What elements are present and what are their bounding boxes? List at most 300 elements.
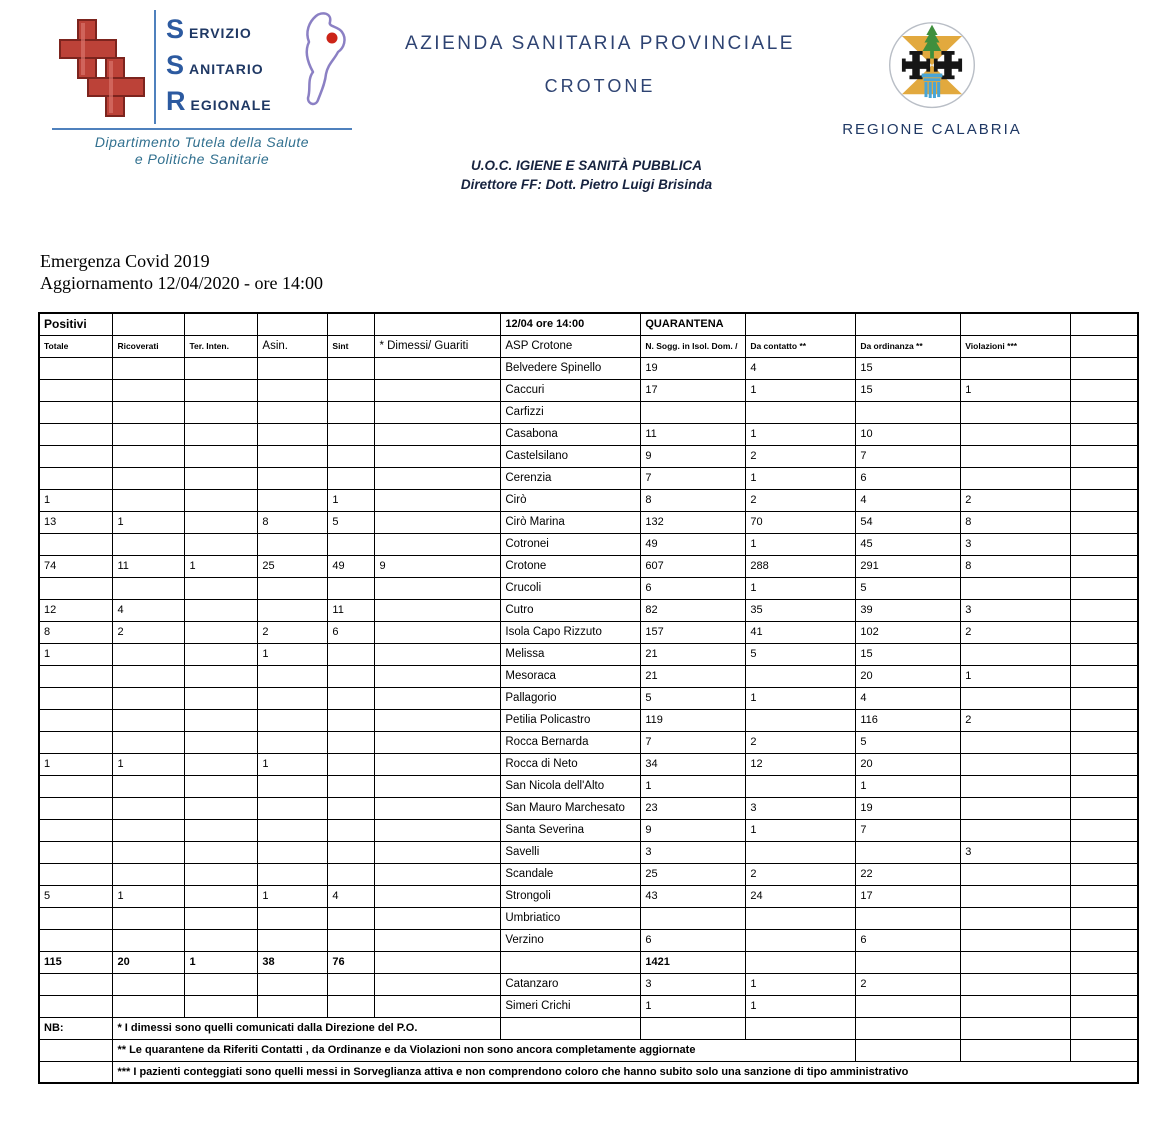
value-cell: [258, 775, 328, 797]
table-row: [39, 775, 1138, 797]
value-cell: [258, 445, 328, 467]
table-row: [39, 357, 1138, 379]
table-row: [39, 599, 1138, 621]
value-cell: [375, 599, 501, 621]
value-cell: 1: [746, 973, 856, 995]
value-cell: [328, 841, 375, 863]
value-cell: 6: [328, 621, 375, 643]
table-cell: [1071, 577, 1138, 599]
table-cell: [1071, 313, 1138, 335]
table-cell: [1071, 819, 1138, 841]
value-cell: [328, 797, 375, 819]
value-cell: [746, 401, 856, 423]
value-cell: [746, 709, 856, 731]
table-cell: [1071, 401, 1138, 423]
value-cell: 157: [641, 621, 746, 643]
value-cell: [375, 907, 501, 929]
table-cell: [328, 313, 375, 335]
table-cell: [1071, 1017, 1138, 1039]
table-cell: [1071, 907, 1138, 929]
value-cell: 2: [746, 445, 856, 467]
value-cell: [258, 973, 328, 995]
value-cell: [113, 489, 185, 511]
value-cell: 9: [641, 819, 746, 841]
value-cell: 41: [746, 621, 856, 643]
note-cell: * I dimessi sono quelli comunicati dalla Direzione del P.O.: [113, 1017, 501, 1039]
value-cell: 7: [641, 467, 746, 489]
value-cell: [375, 841, 501, 863]
table-row: [39, 445, 1138, 467]
municipality-cell: Rocca Bernarda: [501, 731, 641, 753]
value-cell: 1: [113, 753, 185, 775]
value-cell: [185, 841, 258, 863]
table-cell: [1071, 379, 1138, 401]
value-cell: [185, 797, 258, 819]
table-row: [39, 885, 1138, 907]
table-row: [39, 841, 1138, 863]
total-cell: [375, 951, 501, 973]
value-cell: [39, 665, 113, 687]
dept-line-2: e Politiche Sanitarie: [134, 151, 270, 167]
value-cell: [113, 533, 185, 555]
value-cell: [39, 709, 113, 731]
value-cell: [185, 775, 258, 797]
table-row: [39, 863, 1138, 885]
table-cell: [1071, 929, 1138, 951]
table-cell: 12/04 ore 14:00: [501, 313, 641, 335]
value-cell: [375, 643, 501, 665]
table-cell: [1071, 533, 1138, 555]
municipality-cell: Pallagorio: [501, 687, 641, 709]
value-cell: 1: [746, 379, 856, 401]
value-cell: [375, 863, 501, 885]
municipality-cell: Belvedere Spinello: [501, 357, 641, 379]
table-row: [39, 929, 1138, 951]
value-cell: [185, 665, 258, 687]
value-cell: [39, 841, 113, 863]
table-cell: [375, 313, 501, 335]
value-cell: 3: [961, 533, 1071, 555]
value-cell: [258, 357, 328, 379]
value-cell: [856, 841, 961, 863]
table-cell: [961, 1017, 1071, 1039]
table-cell: [1071, 973, 1138, 995]
table-row: [39, 643, 1138, 665]
municipality-cell: Scandale: [501, 863, 641, 885]
value-cell: [185, 731, 258, 753]
table-row: [39, 621, 1138, 643]
value-cell: [375, 709, 501, 731]
value-cell: 11: [641, 423, 746, 445]
value-cell: [258, 797, 328, 819]
table-cell: [1071, 797, 1138, 819]
table-cell: [961, 313, 1071, 335]
table-wrap: [38, 312, 1139, 1084]
region-label: REGIONE CALABRIA: [842, 121, 1022, 138]
note-row-2: [39, 1039, 1138, 1061]
municipality-cell: Petilia Policastro: [501, 709, 641, 731]
value-cell: 5: [856, 577, 961, 599]
value-cell: 74: [39, 555, 113, 577]
table-row: [39, 401, 1138, 423]
table-cell: [856, 313, 961, 335]
value-cell: 1: [746, 819, 856, 841]
table-cell: [1071, 731, 1138, 753]
table-cell: [39, 1039, 113, 1061]
value-cell: [258, 929, 328, 951]
value-cell: [258, 379, 328, 401]
value-cell: [185, 445, 258, 467]
value-cell: [375, 731, 501, 753]
value-cell: 3: [961, 599, 1071, 621]
table-row: [39, 555, 1138, 577]
table-row: [39, 797, 1138, 819]
municipality-cell: San Nicola dell'Alto: [501, 775, 641, 797]
note-cell: *** I pazienti conteggiati sono quelli messi in Sorveglianza attiva e non comprendono coloro che hanno subito solo una sanzione di tipo amministrativo: [113, 1061, 1138, 1083]
value-cell: [258, 401, 328, 423]
value-cell: [185, 709, 258, 731]
value-cell: [113, 423, 185, 445]
total-cell: 76: [328, 951, 375, 973]
value-cell: 1: [746, 995, 856, 1017]
municipality-cell: Melissa: [501, 643, 641, 665]
value-cell: 17: [856, 885, 961, 907]
value-cell: [258, 819, 328, 841]
value-cell: [258, 665, 328, 687]
subject-update: Aggiornamento 12/04/2020 - ore 14:00: [40, 273, 323, 293]
value-cell: 6: [856, 467, 961, 489]
value-cell: [113, 401, 185, 423]
value-cell: [328, 467, 375, 489]
column-header-cell: Sint: [328, 335, 375, 357]
value-cell: [961, 467, 1071, 489]
org-subtitle: CROTONE: [544, 76, 656, 96]
table-header-row-1: [39, 313, 1138, 335]
table-body: [39, 313, 1138, 1083]
table-cell: [1071, 709, 1138, 731]
value-cell: [375, 577, 501, 599]
divider: [52, 128, 352, 130]
table-row: [39, 709, 1138, 731]
total-cell: 1421: [641, 951, 746, 973]
value-cell: [39, 995, 113, 1017]
value-cell: 1: [113, 885, 185, 907]
table-row: [39, 907, 1138, 929]
value-cell: [258, 489, 328, 511]
value-cell: 4: [328, 885, 375, 907]
value-cell: 4: [856, 489, 961, 511]
table-cell: [1071, 775, 1138, 797]
value-cell: 1: [185, 555, 258, 577]
value-cell: 49: [328, 555, 375, 577]
value-cell: 291: [856, 555, 961, 577]
value-cell: 15: [856, 357, 961, 379]
value-cell: [113, 929, 185, 951]
value-cell: [961, 797, 1071, 819]
value-cell: 19: [641, 357, 746, 379]
value-cell: 102: [856, 621, 961, 643]
table-row: [39, 731, 1138, 753]
value-cell: [961, 357, 1071, 379]
table-cell: [39, 1061, 113, 1083]
value-cell: 1: [113, 511, 185, 533]
value-cell: [258, 841, 328, 863]
ssr-initial: S: [166, 50, 185, 80]
regione-calabria-emblem: [885, 20, 979, 114]
value-cell: [113, 577, 185, 599]
value-cell: 2: [961, 489, 1071, 511]
value-cell: 39: [856, 599, 961, 621]
table-cell: [856, 1017, 961, 1039]
municipality-cell: Crucoli: [501, 577, 641, 599]
value-cell: [258, 687, 328, 709]
municipality-cell: Santa Severina: [501, 819, 641, 841]
value-cell: [375, 357, 501, 379]
value-cell: [185, 533, 258, 555]
municipality-cell: Carfizzi: [501, 401, 641, 423]
value-cell: [961, 401, 1071, 423]
value-cell: 82: [641, 599, 746, 621]
value-cell: [113, 775, 185, 797]
value-cell: 15: [856, 379, 961, 401]
value-cell: [328, 357, 375, 379]
value-cell: [328, 863, 375, 885]
value-cell: [185, 907, 258, 929]
value-cell: 8: [258, 511, 328, 533]
value-cell: [113, 973, 185, 995]
value-cell: [375, 489, 501, 511]
value-cell: 21: [641, 665, 746, 687]
value-cell: [113, 379, 185, 401]
value-cell: 6: [641, 929, 746, 951]
value-cell: [185, 577, 258, 599]
value-cell: [113, 687, 185, 709]
total-cell: [746, 951, 856, 973]
value-cell: [328, 423, 375, 445]
value-cell: [185, 973, 258, 995]
org-title: AZIENDA SANITARIA PROVINCIALE: [405, 33, 795, 54]
ssr-initial: R: [166, 86, 186, 116]
value-cell: [328, 973, 375, 995]
value-cell: [328, 731, 375, 753]
uoc-line-2: Direttore FF: Dott. Pietro Luigi Brisinda: [460, 177, 713, 192]
quarantena-header-cell: QUARANTENA: [641, 313, 746, 335]
value-cell: [856, 995, 961, 1017]
table-row: [39, 973, 1138, 995]
table-cell: [1071, 445, 1138, 467]
municipality-cell: Umbriatico: [501, 907, 641, 929]
dept-line-1: Dipartimento Tutela della Salute: [94, 134, 310, 150]
table-row: [39, 665, 1138, 687]
value-cell: 1: [746, 533, 856, 555]
total-cell: [856, 951, 961, 973]
value-cell: 2: [113, 621, 185, 643]
value-cell: [746, 929, 856, 951]
table-row: [39, 533, 1138, 555]
table-cell: [1071, 335, 1138, 357]
value-cell: 4: [746, 357, 856, 379]
value-cell: [39, 731, 113, 753]
value-cell: 7: [856, 445, 961, 467]
table-row: [39, 995, 1138, 1017]
value-cell: 3: [746, 797, 856, 819]
table-row: [39, 753, 1138, 775]
value-cell: [961, 731, 1071, 753]
ssr-line-1: [166, 14, 272, 50]
value-cell: [328, 775, 375, 797]
value-cell: 21: [641, 643, 746, 665]
value-cell: [39, 467, 113, 489]
value-cell: 8: [961, 511, 1071, 533]
value-cell: [39, 533, 113, 555]
value-cell: [375, 511, 501, 533]
value-cell: [328, 687, 375, 709]
value-cell: 25: [641, 863, 746, 885]
value-cell: 119: [641, 709, 746, 731]
value-cell: [39, 423, 113, 445]
value-cell: 1: [961, 665, 1071, 687]
note-row-3: [39, 1061, 1138, 1083]
value-cell: [185, 863, 258, 885]
totals-row: [39, 951, 1138, 973]
value-cell: 5: [328, 511, 375, 533]
column-header-cell: N. Sogg. in Isol. Dom. /: [641, 335, 746, 357]
ssr-rest: ANITARIO: [189, 61, 264, 77]
value-cell: [113, 445, 185, 467]
value-cell: [746, 907, 856, 929]
value-cell: 2: [258, 621, 328, 643]
value-cell: [113, 819, 185, 841]
value-cell: [328, 709, 375, 731]
main-title: [335, 33, 865, 97]
value-cell: 13: [39, 511, 113, 533]
ssr-line-2: [166, 50, 272, 86]
value-cell: [328, 379, 375, 401]
value-cell: 1: [258, 885, 328, 907]
value-cell: [113, 467, 185, 489]
municipality-cell: Cutro: [501, 599, 641, 621]
municipality-cell: Castelsilano: [501, 445, 641, 467]
table-cell: [1071, 863, 1138, 885]
value-cell: [961, 423, 1071, 445]
subject-title: Emergenza Covid 2019: [40, 251, 210, 271]
table-cell: [961, 1039, 1071, 1061]
value-cell: [328, 753, 375, 775]
table-cell: [1071, 1039, 1138, 1061]
table-row: [39, 687, 1138, 709]
value-cell: [856, 401, 961, 423]
value-cell: [375, 467, 501, 489]
region-logo: [836, 20, 1028, 138]
value-cell: 19: [856, 797, 961, 819]
column-header-cell: Totale: [39, 335, 113, 357]
ssr-initial: S: [166, 14, 185, 44]
table-cell: [1071, 753, 1138, 775]
table-cell: [113, 313, 185, 335]
value-cell: 288: [746, 555, 856, 577]
total-cell: [501, 951, 641, 973]
value-cell: 4: [113, 599, 185, 621]
value-cell: [328, 643, 375, 665]
column-header-cell: Violazioni ***: [961, 335, 1071, 357]
value-cell: [185, 357, 258, 379]
table-cell: [1071, 687, 1138, 709]
value-cell: [961, 577, 1071, 599]
municipality-cell: Catanzaro: [501, 973, 641, 995]
table-cell: [501, 1017, 641, 1039]
value-cell: 24: [746, 885, 856, 907]
value-cell: 1: [961, 379, 1071, 401]
value-cell: [961, 929, 1071, 951]
value-cell: 8: [39, 621, 113, 643]
table-row: [39, 511, 1138, 533]
value-cell: [375, 401, 501, 423]
value-cell: [375, 445, 501, 467]
value-cell: [39, 445, 113, 467]
value-cell: 4: [856, 687, 961, 709]
table-cell: [1071, 665, 1138, 687]
value-cell: [39, 929, 113, 951]
value-cell: [39, 357, 113, 379]
value-cell: [185, 423, 258, 445]
municipality-cell: San Mauro Marchesato: [501, 797, 641, 819]
value-cell: 1: [258, 643, 328, 665]
value-cell: [328, 995, 375, 1017]
value-cell: 2: [961, 621, 1071, 643]
table-cell: [1071, 489, 1138, 511]
value-cell: 23: [641, 797, 746, 819]
value-cell: 5: [856, 731, 961, 753]
value-cell: 1: [746, 687, 856, 709]
table-cell: [1071, 599, 1138, 621]
value-cell: [258, 467, 328, 489]
value-cell: [113, 709, 185, 731]
ssr-logo: [52, 8, 357, 167]
value-cell: 70: [746, 511, 856, 533]
value-cell: 54: [856, 511, 961, 533]
municipality-cell: Cirò: [501, 489, 641, 511]
municipality-cell: Crotone: [501, 555, 641, 577]
value-cell: [961, 687, 1071, 709]
value-cell: 7: [641, 731, 746, 753]
value-cell: [113, 841, 185, 863]
value-cell: 1: [39, 643, 113, 665]
value-cell: [961, 643, 1071, 665]
value-cell: [961, 753, 1071, 775]
covid-table: [38, 312, 1139, 1084]
value-cell: 20: [856, 665, 961, 687]
value-cell: 10: [856, 423, 961, 445]
value-cell: [856, 907, 961, 929]
value-cell: [328, 445, 375, 467]
value-cell: [185, 467, 258, 489]
municipality-cell: Caccuri: [501, 379, 641, 401]
municipality-cell: Cotronei: [501, 533, 641, 555]
municipality-cell: Strongoli: [501, 885, 641, 907]
value-cell: [375, 533, 501, 555]
column-header-cell: Ricoverati: [113, 335, 185, 357]
value-cell: [258, 599, 328, 621]
table-row: [39, 577, 1138, 599]
value-cell: [258, 577, 328, 599]
value-cell: [185, 599, 258, 621]
value-cell: [185, 687, 258, 709]
value-cell: [641, 907, 746, 929]
value-cell: [39, 379, 113, 401]
municipality-cell: Simeri Crichi: [501, 995, 641, 1017]
value-cell: 1: [258, 753, 328, 775]
value-cell: 2: [746, 489, 856, 511]
